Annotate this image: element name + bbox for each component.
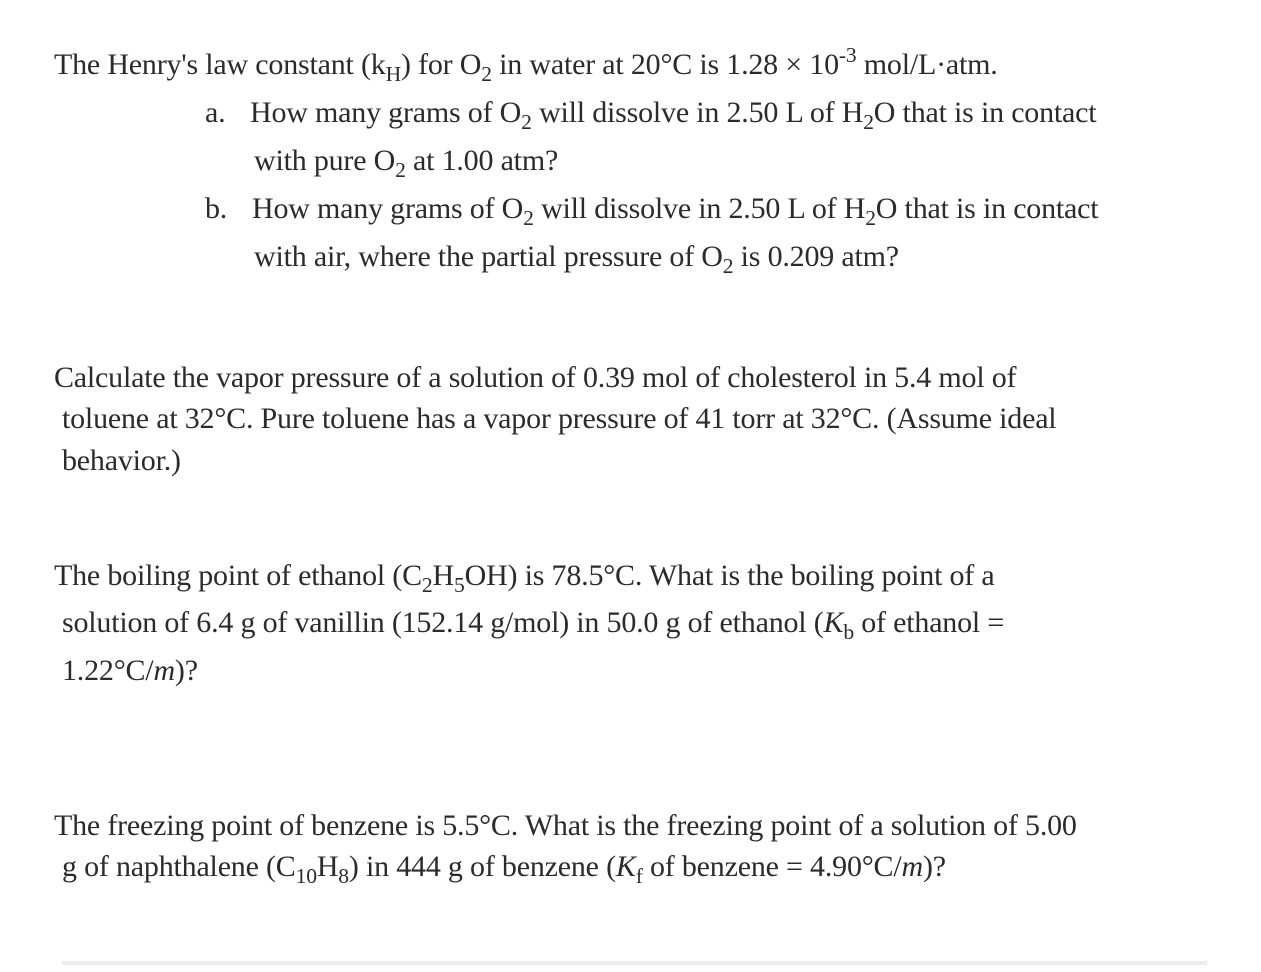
part-b-line-2: with air, where the partial pressure of $O_2$ is 0.209 atm? (254, 240, 899, 278)
question-2-line-2: toluene at 32°C. Pure toluene has a vapor pressure of 41 torr at 32°C. (Assume ideal (62, 402, 1057, 435)
part-a-label: a. (205, 96, 226, 129)
question-4-line-2: g of naphthalene $(C_{10}H_8)$ in 444 g of benzene ($K_f$ of benzene = 4.90°C/m)? (62, 850, 946, 888)
question-4-line-1: The freezing point of benzene is 5.5°C. What is the freezing point of a solution of 5.00 (54, 809, 1077, 842)
part-a-line-1: How many grams of $O_2$ will dissolve in 2.50 L of $H_2O$ that is in contact (250, 96, 1097, 134)
part-a-line-2: with pure $O_2$ at 1.00 atm? (254, 144, 559, 182)
question-3-line-2: solution of 6.4 g of vanillin (152.14 g/mol) in 50.0 g of ethanol ($K_b$ of ethanol = (62, 606, 1005, 644)
question-2-line-1: Calculate the vapor pressure of a solution of 0.39 mol of cholesterol in 5.4 mol of (54, 361, 1017, 394)
question-2-line-3: behavior.) (62, 444, 181, 477)
part-b-label: b. (205, 192, 228, 225)
question-1-stem: The Henry's law constant $(k_H)$ for $O_2$ in water at 20°C is $1.28 \times 10^{-3}$ mol/L·atm. (54, 43, 998, 86)
question-3-line-1: The boiling point of ethanol $(C_2H_5OH)$ is 78.5°C. What is the boiling point of a (54, 559, 995, 597)
bottom-divider (62, 961, 1207, 965)
part-b-line-1: How many grams of $O_2$ will dissolve in 2.50 L of $H_2O$ that is in contact (252, 192, 1099, 230)
question-3-line-3: 1.22°C/m)? (62, 654, 198, 687)
